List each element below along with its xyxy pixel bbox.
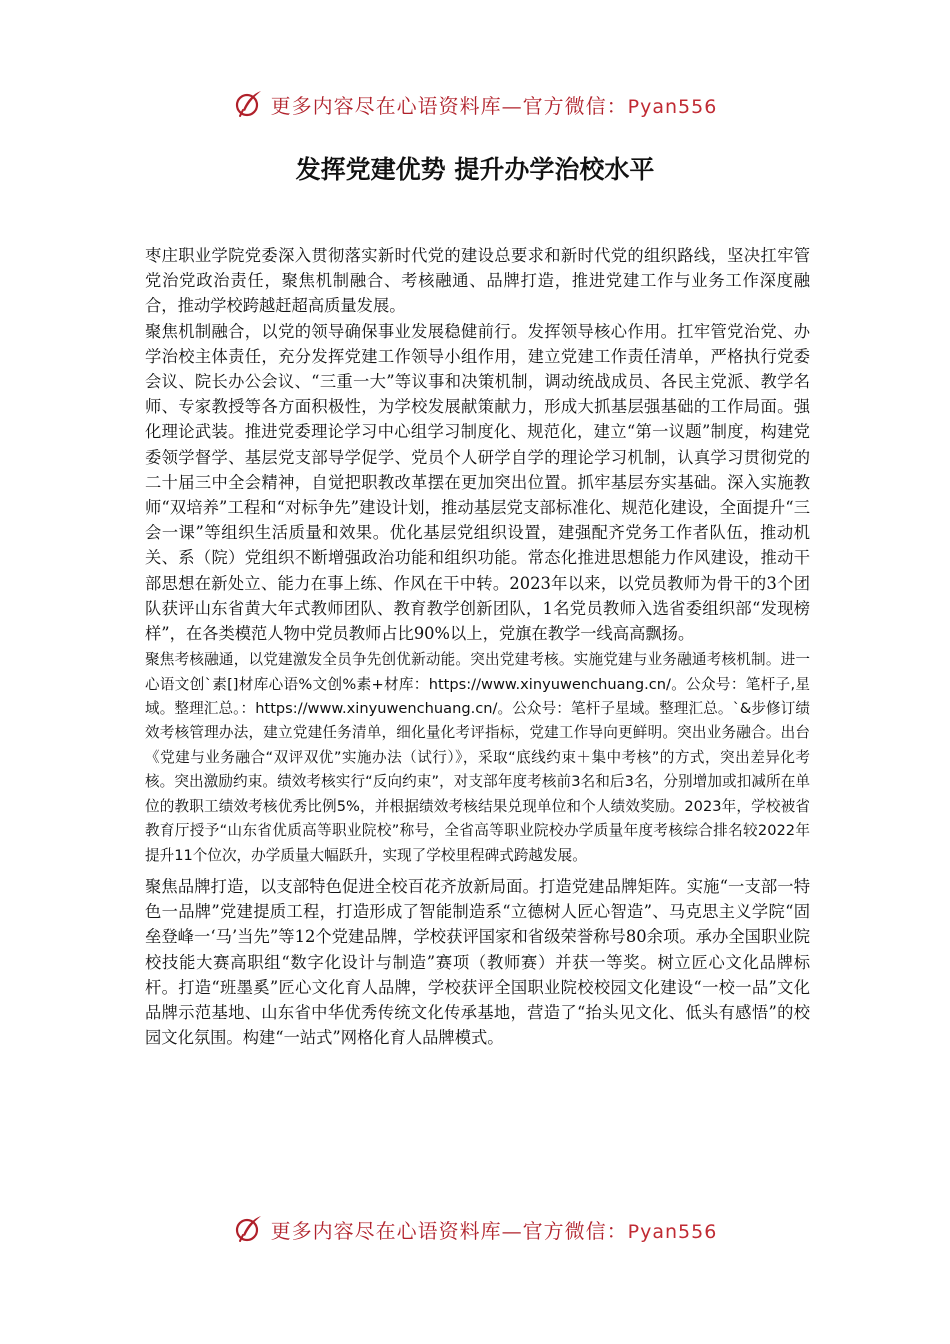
- paragraph-brand-building: 聚焦品牌打造，以支部特色促进全校百花齐放新局面。打造党建品牌矩阵。实施“一支部一特色一品牌”党建提质工程，打造形成了智能制造系“立德树人匠心智造”、马克思主义学院“固垒登峰一‘马’当先”等12个党建品牌，学校获评国家和省级荣誉称号80余项。承办全国职业院校技能大赛高职组“数字化设计与制造”赛项（教师赛）并获一等奖。树立匠心文化品牌标杆。打造“班墨奚”匠心文化育人品牌，学校获评全国职业院校校园文化建设“一校一品”文化品牌示范基地、山东省中华优秀传统文化传承基地，营造了“抬头见文化、低头有感悟”的校园文化氛围。构建“一站式”网格化育人品牌模式。: [145, 876, 810, 1048]
- paragraph-mechanism-integration: 聚焦机制融合，以党的领导确保事业发展稳健前行。发挥领导核心作用。扛牢管党治党、办学治校主体责任，充分发挥党建工作领导小组作用，建立党建工作责任清单，严格执行党委会议、院长办公会议、“三重一大”等议事和决策机制，调动统战成员、各民主党派、教学名师、专家教授等各方面积极性，为学校发展献策献力，形成大抓基层强基础的工作局面。强化理论武装。推进党委理论学习中心组学习制度化、规范化，建立“第一议题”制度，构建党委领学督学、基层党支部导学促学、党员个人研学自学的理论学习机制，认真学习贯彻党的二十届三中全会精神，自觉把职教改革摆在更加突出位置。抓牢基层夯实基础。深入实施教师“双培养”工程和“对标争先”建设计划，推动基层党支部标准化、规范化建设，全面提升“三会一课”等组织生活质量和效果。优化基层党组织设置，建强配齐党务工作者队伍，推动机关、系（院）党组织不断增强政治功能和组织功能。常态化推进思想能力作风建设，推动干部思想在新处立、能力在事上练、作风在干中转。2023年以来，以党员教师为骨干的3个团队获评山东省黄大年式教师团队、教育教学创新团队，1名党员教师入选省委组织部“发现榜样”，在各类模范人物中党员教师占比90%以上，党旗在教学一线高高飘扬。: [145, 321, 810, 644]
- paragraph-assessment-integration: 聚焦考核融通，以党建激发全员争先创优新动能。突出党建考核。实施党建与业务融通考核机制。进一心语文创`素[]材库心语%文创%素+材库：https://www.xinyuwenchuang.cn/。公众号：笔杆子,星域。整理汇总。：https://www.xinyuwenchuang.cn/。公众号：笔杆子星域。整理汇总。`&步修订绩效考核管理办法，建立党建任务清单，细化量化考评指标，党建工作导向更鲜明。突出业务融合。出台《党建与业务融合“双评双优”实施办法（试行）》，采取“底线约束＋集中考核”的方式，突出差异化考核。突出激励约束。绩效考核实行“反向约束”，对支部年度考核前3名和后3名，分别增加或扣减所在单位的教职工绩效考核优秀比例5%，并根据绩效考核结果兑现单位和个人绩效奖励。2023年，学校被省教育厅授予“山东省优质高等职业院校”称号，全省高等职业院校办学质量年度考核综合排名较2022年提升11个位次，办学质量大幅跃升，实现了学校里程碑式跨越发展。: [145, 651, 811, 864]
- pen-feather-logo-icon: [233, 1213, 265, 1245]
- footer-watermark-banner: [0, 1209, 950, 1249]
- header-wechat-id: Pyan556: [627, 95, 718, 118]
- footer-banner-text: 更多内容尽在心语资料库—官方微信：Pyan556: [270, 1218, 718, 1243]
- header-watermark-banner: [0, 84, 950, 124]
- pen-feather-logo-icon: [233, 88, 265, 120]
- document-body: [145, 243, 810, 1050]
- paragraph-intro: 枣庄职业学院党委深入贯彻落实新时代党的建设总要求和新时代党的组织路线，坚决扛牢管党治党政治责任，聚焦机制融合、考核融通、品牌打造，推进党建工作与业务工作深度融合，推动学校跨越赶超高质量发展。: [145, 246, 810, 316]
- header-banner-text: 更多内容尽在心语资料库—官方微信：Pyan556: [270, 93, 718, 118]
- document-title: 发挥党建优势 提升办学治校水平: [295, 155, 655, 184]
- footer-wechat-id: Pyan556: [627, 1220, 718, 1243]
